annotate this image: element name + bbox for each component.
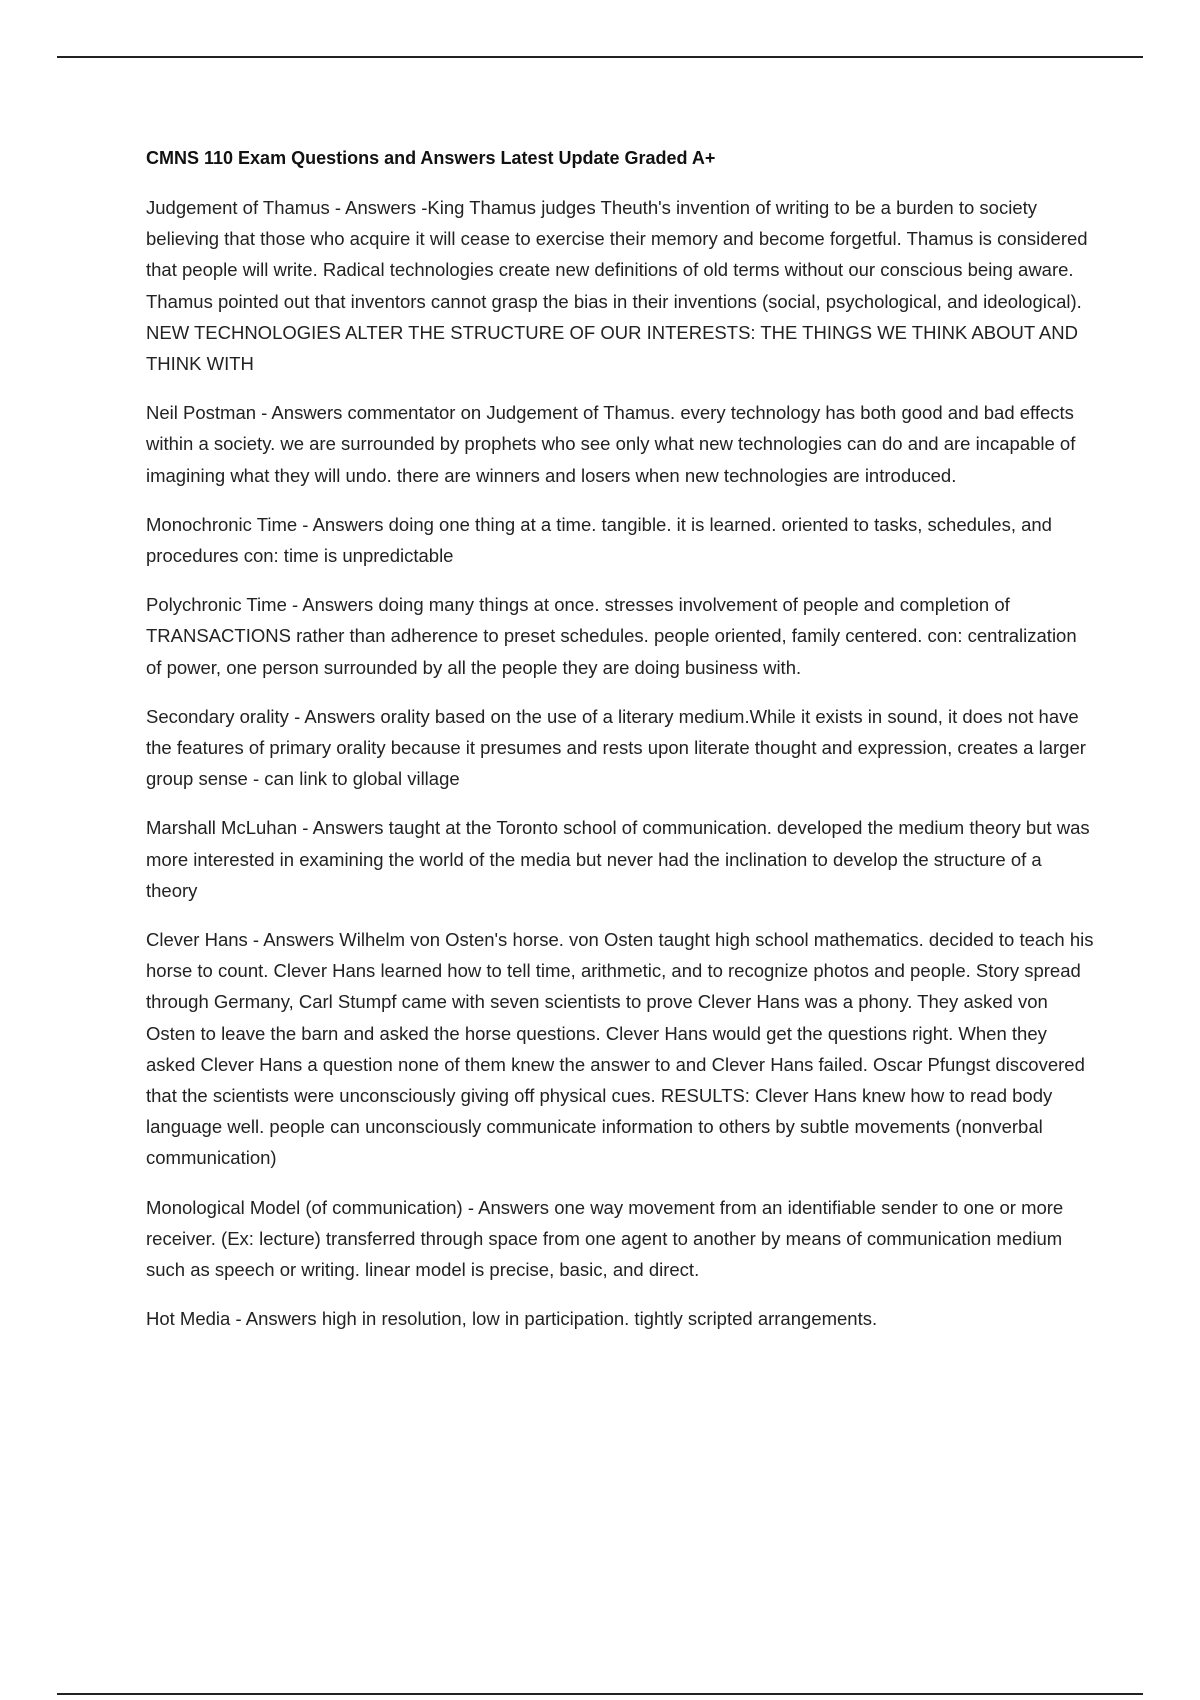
document-body — [146, 146, 1096, 1353]
entry-polychronic-time: Polychronic Time - Answers doing many things at once. stresses involvement of people and completion of TRANSACTIONS rather than adherence to preset schedules. people oriented, family centered. con: centralization of power, one person surrounded by all the people they are doing business with. — [146, 594, 1077, 678]
bottom-rule — [57, 1693, 1143, 1695]
entry-secondary-orality: Secondary orality - Answers orality based on the use of a literary medium.While it exists in sound, it does not have the features of primary orality because it presumes and rests upon literate thought and expression, creates a larger group sense - can link to global village — [146, 705, 1086, 790]
entry-monological-model: Monological Model (of communication) - Answers one way movement from an identifiable sender to one or more receiver. (Ex: lecture) transferred through space from one agent to another by means of communication medium such as speech or writing. linear model is precise, basic, and direct. — [146, 1196, 1064, 1281]
entry-monochronic-time: Monochronic Time - Answers doing one thing at a time. tangible. it is learned. oriented to tasks, schedules, and procedures con: time is unpredictable — [146, 513, 1052, 567]
top-rule — [57, 56, 1143, 58]
entry-marshall-mcluhan: Marshall McLuhan - Answers taught at the Toronto school of communication. developed the medium theory but was more interested in examining the world of the media but never had the inclination to develop the structure of a theory — [146, 817, 1090, 901]
entry-neil-postman: Neil Postman - Answers commentator on Judgement of Thamus. every technology has both good and bad effects within a society. we are surrounded by prophets who see only what new technologies can do and are incapable of imagining what they will undo. there are winners and losers when new technologies are introduced. — [146, 402, 1076, 486]
document-title: CMNS 110 Exam Questions and Answers Latest Update Graded A+ — [146, 148, 716, 168]
entry-judgement-of-thamus: Judgement of Thamus - Answers -King Thamus judges Theuth's invention of writing to be a burden to society believing that those who acquire it will cease to exercise their memory and become forgetful. Thamus is considered that people will write. Radical technologies create new definitions of old terms without our conscious being aware. Thamus pointed out that inventors cannot grasp the bias in their inventions (social, psychological, and ideological). NEW TECHNOLOGIES ALTER THE STRUCTURE OF OUR INTERESTS: THE THINGS WE THINK ABOUT AND THINK WITH — [146, 197, 1088, 375]
entry-hot-media: Hot Media - Answers high in resolution, low in participation. tightly scripted arrangements. — [146, 1308, 878, 1330]
entry-clever-hans: Clever Hans - Answers Wilhelm von Osten's horse. von Osten taught high school mathematics. decided to teach his horse to count. Clever Hans learned how to tell time, arithmetic, and to recognize photos and people. Story spread through Germany, Carl Stumpf came with seven scientists to prove Clever Hans was a phony. They asked von Osten to leave the barn and asked the horse questions. Clever Hans would get the questions right. When they asked Clever Hans a question none of them knew the answer to and Clever Hans failed. Oscar Pfungst discovered that the scientists were unconsciously giving off physical cues. RESULTS: Clever Hans knew how to read body language well. people can unconsciously communicate information to others by subtle movements (nonverbal communication) — [146, 929, 1094, 1169]
